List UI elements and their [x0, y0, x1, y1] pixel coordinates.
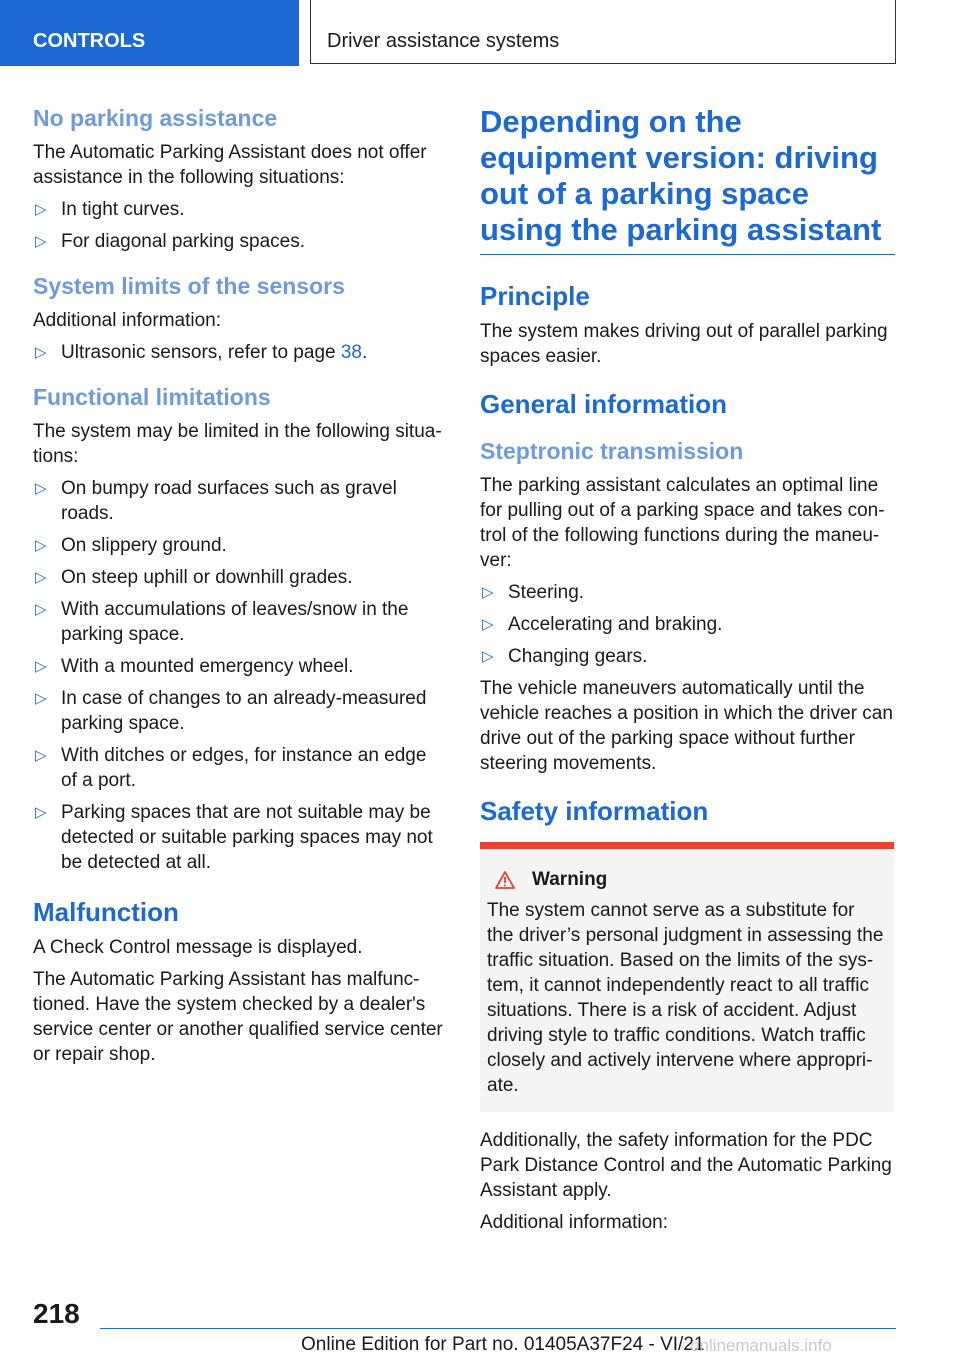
bullet-list — [33, 340, 447, 365]
triangle-bullet-icon: ▷ — [35, 690, 47, 707]
warning-header — [487, 867, 886, 892]
page-link[interactable]: 38 — [340, 342, 362, 363]
chapter-title: Driver assistance systems — [310, 0, 896, 64]
left-column — [33, 104, 447, 1074]
warning-triangle-icon — [495, 870, 515, 890]
triangle-bullet-icon: ▷ — [35, 804, 47, 821]
list-item: ▷ For diagonal parking spaces. — [35, 231, 305, 252]
heading-functional-limitations: Functional limitations — [33, 384, 271, 410]
list-item: ▷ Changing gears. — [482, 646, 648, 667]
list-item: ▷ On steep uphill or downhill grades. — [35, 567, 353, 588]
paragraph: Additional information: — [480, 1212, 668, 1233]
list-item: ▷ In case of changes to an already-measured parking space. — [35, 688, 427, 734]
paragraph: A Check Control message is displayed. — [33, 937, 363, 958]
section-tab: CONTROLS — [0, 0, 299, 66]
list-item: ▷ Steering. — [482, 582, 585, 603]
list-item: ▷ On bumpy road surfaces such as gravel roads. — [35, 478, 397, 524]
paragraph: The parking assistant calculates an optimal line for pulling out of a parking space and takes con‐trol of the following functions during the maneu‐ver: — [480, 475, 885, 571]
bullet-list — [33, 476, 447, 875]
triangle-bullet-icon: ▷ — [35, 537, 47, 554]
triangle-bullet-icon: ▷ — [482, 616, 494, 633]
paragraph: Additionally, the safety information for the PDC Park Distance Control and the Automatic Parking Assistant apply. — [480, 1130, 892, 1201]
heading-system-limits: System limits of the sensors — [33, 273, 345, 299]
heading-general-information: General information — [480, 389, 728, 419]
right-column — [480, 104, 894, 1242]
heading-principle: Principle — [480, 281, 590, 311]
footer-divider — [100, 1328, 896, 1329]
triangle-bullet-icon: ▷ — [35, 201, 47, 218]
triangle-bullet-icon: ▷ — [35, 747, 47, 764]
paragraph: The vehicle maneuvers automatically until the vehicle reaches a position in which the driver can drive out of the parking space without further steering movements. — [480, 678, 893, 774]
watermark: onlinemanuals.info — [690, 1336, 832, 1355]
heading-safety-information: Safety information — [480, 796, 709, 826]
paragraph: The system makes driving out of parallel parking spaces easier. — [480, 321, 888, 367]
triangle-bullet-icon: ▷ — [35, 480, 47, 497]
list-item: ▷ On slippery ground. — [35, 535, 227, 556]
page-number: 218 — [33, 1298, 80, 1329]
bullet-list — [480, 580, 894, 669]
list-item: ▷ With a mounted emergency wheel. — [35, 656, 354, 677]
paragraph: The system may be limited in the following situa‐tions: — [33, 421, 442, 467]
paragraph: The Automatic Parking Assistant has malfunc‐tioned. Have the system checked by a dealer's service center or another qualified service center or repair shop. — [33, 969, 443, 1065]
triangle-bullet-icon: ▷ — [482, 584, 494, 601]
triangle-bullet-icon: ▷ — [482, 648, 494, 665]
warning-box — [480, 842, 894, 1112]
triangle-bullet-icon: ▷ — [35, 233, 47, 250]
warning-text: The system cannot serve as a substitute for the driver’s personal judgment in assessing the traffic situation. Based on the limits of the sys‐tem, it cannot independently react to all traffic situations. There is a risk of accident. Adjust driving style to traffic conditions. Watch traffic closely and actively intervene where appropri‐ate. — [487, 900, 884, 1096]
heading-steptronic: Steptronic transmission — [480, 438, 744, 464]
list-item: ▷ Accelerating and braking. — [482, 614, 723, 635]
triangle-bullet-icon: ▷ — [35, 344, 47, 361]
list-item: ▷ With ditches or edges, for instance an edge of a port. — [35, 745, 427, 791]
list-item: ▷ Parking spaces that are not suitable may be detected or suitable parking spaces may not be detected at all. — [35, 802, 433, 873]
bullet-list — [33, 197, 447, 254]
warning-title: Warning — [532, 869, 608, 890]
triangle-bullet-icon: ▷ — [35, 601, 47, 618]
heading-malfunction: Malfunction — [33, 897, 179, 927]
paragraph: The Automatic Parking Assistant does not offer assistance in the following situations: — [33, 142, 427, 188]
heading-no-parking-assistance: No parking assistance — [33, 105, 278, 131]
footer-edition: Online Edition for Part no. 01405A37F24 - VI/21 — [301, 1334, 705, 1355]
triangle-bullet-icon: ▷ — [35, 569, 47, 586]
paragraph: Additional information: — [33, 310, 221, 331]
list-item: ▷ With accumulations of leaves/snow in the parking space. — [35, 599, 409, 645]
list-item: ▷ In tight curves. — [35, 199, 185, 220]
triangle-bullet-icon: ▷ — [35, 658, 47, 675]
main-heading: Depending on the equipment version: driving out of a parking space using the parking assistant — [480, 104, 895, 255]
list-item: ▷ Ultrasonic sensors, refer to page 38. — [35, 342, 368, 363]
